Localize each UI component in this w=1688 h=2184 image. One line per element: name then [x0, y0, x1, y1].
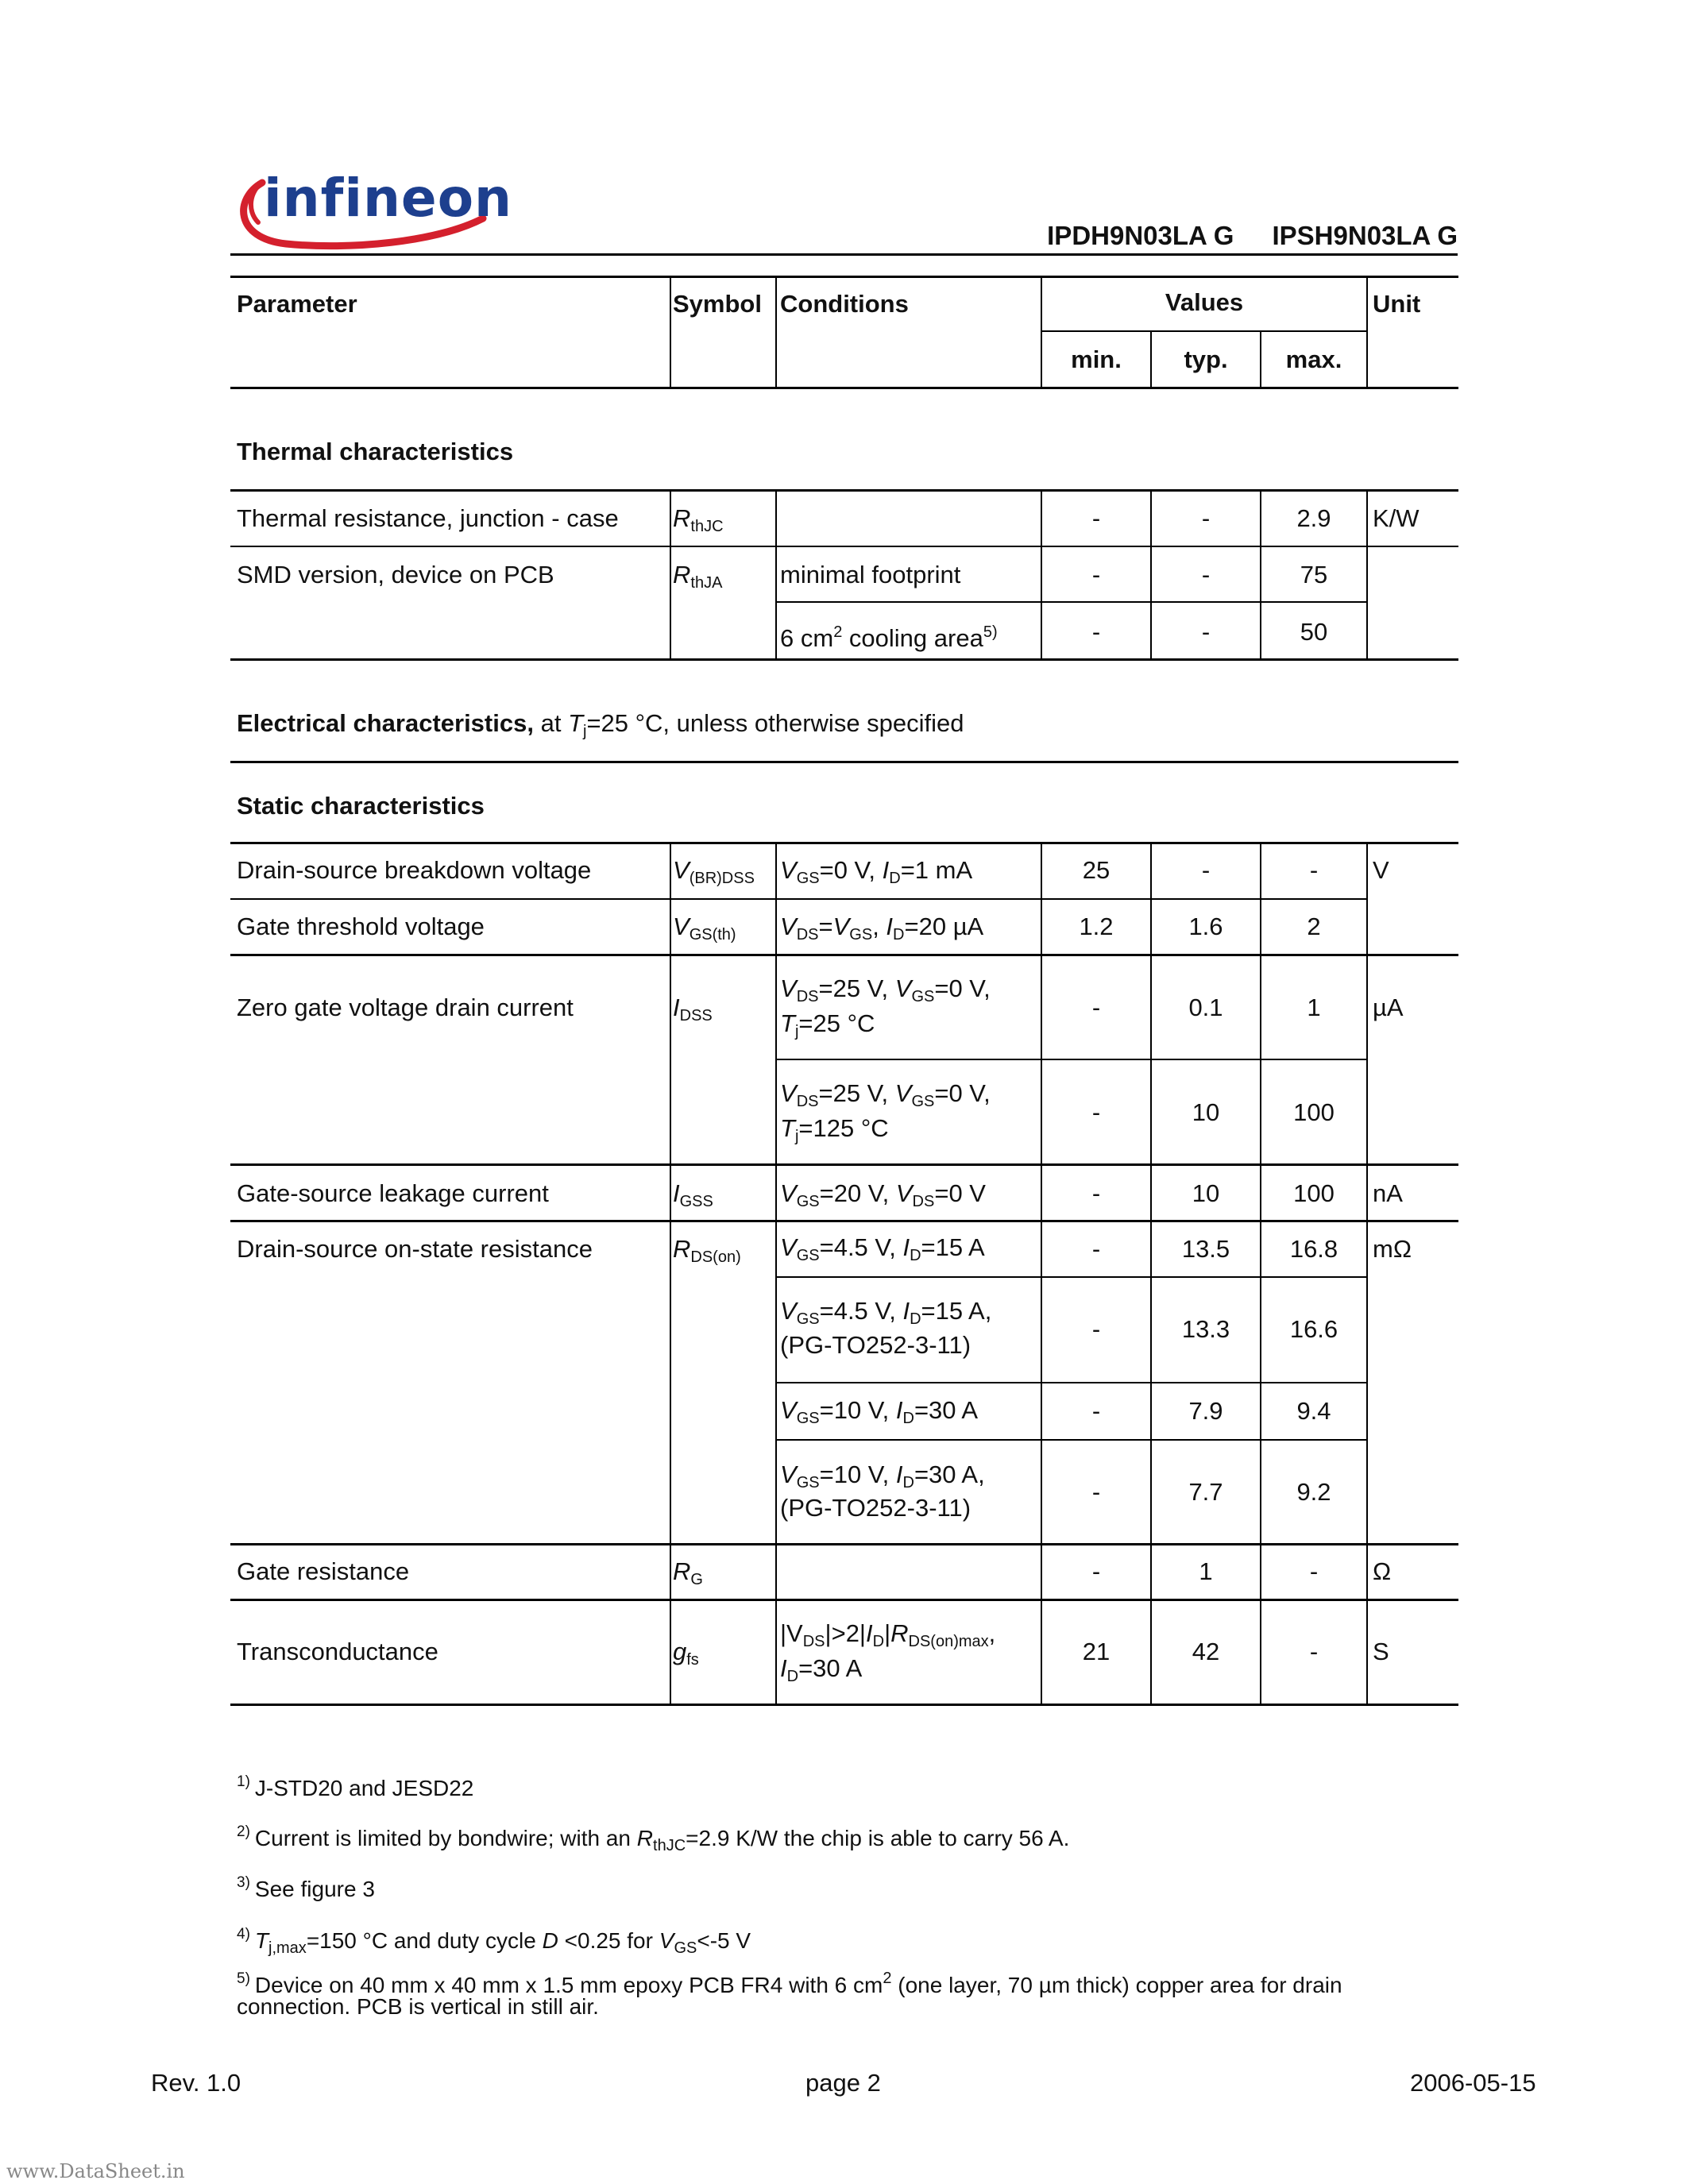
value-min: -	[1091, 504, 1101, 532]
col-divider	[775, 277, 777, 388]
cond-sub: GS	[911, 1093, 935, 1110]
value-max: 75	[1300, 561, 1328, 588]
sym-main: R	[636, 1826, 654, 1850]
cond-sub: DS(on)max	[908, 1633, 989, 1650]
rule	[775, 601, 1367, 603]
value-max: 1	[1307, 994, 1321, 1021]
sym-main: I	[673, 1179, 680, 1207]
cond-text: =1 mA	[900, 856, 973, 884]
footnote-4	[237, 1920, 751, 1962]
sym-main: T	[254, 1928, 269, 1953]
rule	[775, 1382, 1367, 1383]
part-number-1: IPDH9N03LA G	[1047, 221, 1234, 250]
watermark: www.DataSheet.in	[6, 2160, 185, 2182]
condition	[780, 1231, 985, 1272]
value-typ: -	[1201, 618, 1211, 646]
cond-sym: I	[865, 1619, 873, 1647]
cond-sym: V	[894, 1079, 912, 1107]
sym-main: R	[673, 1557, 691, 1585]
value-min: 1.2	[1079, 913, 1114, 940]
sym-sub: thJC	[653, 1837, 686, 1854]
cond-sym: I	[882, 856, 890, 884]
value-max: 100	[1293, 1098, 1335, 1126]
cond-sub: DS	[796, 926, 819, 943]
cond-text: |	[884, 1619, 891, 1647]
condition	[780, 1177, 986, 1218]
cond-sub: D	[889, 870, 901, 887]
cond-sub: D	[910, 1247, 921, 1264]
cond-sym: I	[902, 1233, 910, 1261]
rule	[230, 1599, 1458, 1601]
param-name: Thermal resistance, junction - case	[237, 504, 619, 532]
col-divider	[775, 491, 777, 660]
cond-text: =20 µA	[904, 913, 984, 940]
cond-text: cooling area	[842, 624, 983, 652]
param-name: Gate-source leakage current	[237, 1179, 549, 1207]
value-typ: -	[1201, 561, 1211, 588]
symbol	[673, 854, 755, 895]
header-symbol: Symbol	[673, 290, 762, 318]
footnote-ref: 5)	[983, 623, 998, 641]
cond-text: ,	[988, 1619, 996, 1647]
cond-sym: T	[780, 1114, 795, 1142]
sym-main: D	[542, 1928, 558, 1953]
symbol	[673, 1233, 741, 1274]
cond-text: =25 V,	[818, 974, 895, 1002]
footnote-text: See figure 3	[254, 1877, 375, 1901]
cond-sub: j	[794, 1023, 799, 1040]
value-typ: 13.3	[1181, 1315, 1230, 1343]
footnote-2	[237, 1818, 1069, 1860]
cond-sym: V	[780, 1396, 797, 1424]
cond-sym: V	[780, 1297, 797, 1325]
cond-text: =	[818, 913, 833, 940]
cond-text: =0 V,	[934, 1079, 991, 1107]
value-max: 2.9	[1296, 504, 1331, 532]
rule	[230, 761, 1458, 763]
sym-main: I	[673, 994, 680, 1021]
rule	[230, 1163, 1458, 1166]
footnote-text: J-STD20 and JESD22	[254, 1776, 474, 1800]
symbol	[673, 910, 736, 951]
sym-main: T	[568, 709, 583, 737]
cond-text: =0 V,	[819, 856, 883, 884]
rule	[230, 658, 1458, 661]
value-max: -	[1309, 1557, 1319, 1585]
footnote-sup: 2	[883, 1970, 892, 1987]
footnote-number: 5)	[237, 1970, 250, 1987]
sym-sub: j	[583, 723, 587, 740]
cond-sub: D	[786, 1668, 799, 1685]
value-min: -	[1091, 561, 1101, 588]
cond-text: =10 V,	[819, 1461, 896, 1488]
col-divider	[775, 843, 777, 1705]
footer-revision: Rev. 1.0	[151, 2069, 241, 2097]
value-max: 50	[1300, 618, 1328, 646]
value-typ: 1	[1199, 1557, 1213, 1585]
sym-main: R	[673, 561, 691, 588]
part-numbers	[1009, 221, 1458, 251]
symbol	[673, 991, 713, 1032]
cond-sym: V	[780, 913, 797, 940]
rule	[230, 842, 1458, 844]
footnote-text: (one layer, 70 µm thick) copper area for drain	[891, 1973, 1342, 1997]
value-max: 9.2	[1296, 1478, 1331, 1506]
value-typ: -	[1201, 504, 1211, 532]
cond-text: =125 °C	[798, 1114, 889, 1142]
cond-text: =20 V,	[819, 1179, 896, 1207]
value-max: 16.6	[1289, 1315, 1338, 1343]
sym-sub: j,max	[268, 1939, 307, 1957]
section-electrical	[237, 707, 964, 748]
cond-sub: GS	[796, 1410, 820, 1427]
condition-line2	[780, 1007, 875, 1048]
param-name: Drain-source breakdown voltage	[237, 856, 592, 884]
cond-sym: V	[895, 1179, 913, 1207]
cond-sub: GS	[911, 988, 935, 1005]
value-typ: 10	[1192, 1179, 1220, 1207]
condition-line2: (PG-TO252-3-11)	[780, 1494, 971, 1522]
cond-sym: I	[895, 1461, 903, 1488]
cond-text: =0 V	[934, 1179, 986, 1207]
value-typ: 42	[1192, 1638, 1220, 1665]
header-unit: Unit	[1373, 290, 1421, 318]
cond-text: =15 A	[921, 1233, 985, 1261]
value-typ: -	[1201, 856, 1211, 884]
header-values: Values	[1165, 288, 1244, 316]
cond-text: =30 A,	[914, 1461, 985, 1488]
footnote-number: 3)	[237, 1874, 250, 1891]
condition-line2	[780, 1652, 862, 1693]
footnote-text: =150 °C and duty cycle	[306, 1928, 543, 1953]
cond-sym: I	[780, 1654, 787, 1682]
cond-text: 6 cm	[780, 624, 834, 652]
header-rule	[230, 253, 1458, 256]
rule	[1041, 330, 1367, 332]
sym-main: V	[659, 1928, 674, 1953]
condition-line2: (PG-TO252-3-11)	[780, 1331, 971, 1359]
value-min: -	[1091, 1179, 1101, 1207]
unit: µA	[1373, 994, 1404, 1021]
unit: mΩ	[1373, 1235, 1412, 1263]
cond-sub: j	[794, 1128, 799, 1145]
cond-sub: DS	[796, 988, 819, 1005]
sym-sub: DS(on)	[690, 1248, 741, 1266]
footnote-5-line2: connection. PCB is vertical in still air.	[237, 1994, 599, 2019]
rule	[230, 276, 1458, 278]
param-name: Gate resistance	[237, 1557, 410, 1585]
rule	[775, 1059, 1367, 1060]
sym-sub: thJC	[690, 518, 724, 535]
rule	[230, 1543, 1458, 1545]
cond-sym: I	[902, 1297, 910, 1325]
rule	[230, 1704, 1458, 1706]
cond-sym: I	[886, 913, 894, 940]
cond-sym: V	[780, 856, 797, 884]
cond-sym: I	[895, 1396, 903, 1424]
condition: minimal footprint	[780, 561, 961, 588]
symbol	[673, 1555, 703, 1596]
unit: Ω	[1373, 1557, 1392, 1585]
footnote-text: Current is limited by bondwire; with an	[254, 1826, 637, 1850]
sym-main: R	[673, 1235, 691, 1263]
value-max: 100	[1293, 1179, 1335, 1207]
header-typ: typ.	[1184, 345, 1228, 373]
cond-sym: R	[890, 1619, 909, 1647]
value-min: -	[1091, 1397, 1101, 1425]
cond-text: ,	[872, 913, 886, 940]
footer-page: page 2	[805, 2069, 881, 2097]
rule	[230, 954, 1458, 956]
rule	[230, 1220, 1458, 1222]
cond-text: =4.5 V,	[819, 1233, 903, 1261]
sym-sub: thJA	[690, 574, 723, 592]
cond-sym: V	[780, 1079, 797, 1107]
value-typ: 7.7	[1188, 1478, 1223, 1506]
sym-sub: G	[690, 1571, 703, 1588]
unit: V	[1373, 856, 1389, 884]
symbol	[673, 1177, 713, 1218]
cond-sym: V	[894, 974, 912, 1002]
value-typ: 13.5	[1181, 1235, 1230, 1263]
sym-main: V	[673, 913, 689, 940]
cond-text: =10 V,	[819, 1396, 896, 1424]
value-typ: 7.9	[1188, 1397, 1223, 1425]
col-divider	[670, 277, 671, 388]
col-divider	[670, 491, 671, 660]
symbol	[673, 502, 724, 543]
cond-sub: D	[902, 1474, 914, 1491]
infineon-logo	[230, 155, 513, 262]
value-min: -	[1091, 994, 1101, 1021]
cond-sub: D	[893, 926, 905, 943]
cond-sub: GS	[796, 1193, 820, 1210]
param-name: Transconductance	[237, 1638, 438, 1665]
footnote-text: <0.25 for	[558, 1928, 659, 1953]
cond-sub: D	[872, 1633, 885, 1650]
unit: K/W	[1373, 504, 1420, 532]
cond-sub: GS	[796, 870, 820, 887]
sym-main: g	[673, 1638, 687, 1665]
value-min: -	[1091, 1315, 1101, 1343]
cond-text: =30 A	[914, 1396, 979, 1424]
footnote-text: <-5 V	[697, 1928, 751, 1953]
header-min: min.	[1071, 345, 1122, 373]
value-max: 2	[1307, 913, 1321, 940]
value-min: -	[1091, 1235, 1101, 1263]
footnote-number: 2)	[237, 1823, 250, 1840]
part-number-2: IPSH9N03LA G	[1272, 221, 1458, 250]
cond-sub: D	[902, 1410, 914, 1427]
cond-sub: GS	[849, 926, 873, 943]
value-min: 25	[1082, 856, 1111, 884]
cond-sym: V	[780, 974, 797, 1002]
cond-sub: DS	[912, 1193, 935, 1210]
rule	[230, 546, 1458, 547]
rule	[775, 1276, 1367, 1278]
text: =25 °C, unless otherwise specified	[586, 709, 964, 737]
footnote-1	[237, 1768, 473, 1803]
section-electrical-bold: Electrical characteristics,	[237, 709, 534, 737]
footnote-3	[237, 1869, 375, 1904]
value-typ: 0.1	[1188, 994, 1223, 1021]
value-min: -	[1091, 618, 1101, 646]
section-thermal: Thermal characteristics	[237, 438, 514, 465]
cond-sym: T	[780, 1009, 795, 1037]
cond-sym: V	[780, 1461, 797, 1488]
cond-text: =25 V,	[818, 1079, 895, 1107]
symbol	[673, 1635, 699, 1677]
value-typ: 1.6	[1188, 913, 1223, 940]
value-max: 16.8	[1289, 1235, 1338, 1263]
value-min: -	[1091, 1098, 1101, 1126]
footnote-number: 1)	[237, 1773, 250, 1790]
cond-text: =15 A,	[921, 1297, 992, 1325]
value-min: 21	[1082, 1638, 1111, 1665]
cond-sym: V	[780, 1179, 797, 1207]
cond-text: |>2|	[825, 1619, 866, 1647]
cond-text: =4.5 V,	[819, 1297, 903, 1325]
cond-sub: GS	[796, 1310, 820, 1328]
cond-sub: D	[910, 1310, 921, 1328]
value-max: -	[1309, 856, 1319, 884]
sym-sub: (BR)DSS	[689, 870, 755, 887]
cond-text: =0 V,	[934, 974, 991, 1002]
footnote-text: =2.9 K/W the chip is able to carry 56 A.	[686, 1826, 1070, 1850]
unit: S	[1373, 1638, 1389, 1665]
value-typ: 10	[1192, 1098, 1220, 1126]
param-name: Gate threshold voltage	[237, 913, 485, 940]
header-conditions: Conditions	[780, 290, 909, 318]
condition-line2	[780, 1112, 889, 1153]
cond-sup: 2	[833, 623, 843, 641]
cond-sub: DS	[796, 1093, 819, 1110]
sym-sub: GS	[674, 1939, 697, 1957]
param-name: Drain-source on-state resistance	[237, 1235, 593, 1263]
symbol	[673, 558, 722, 600]
text: at	[540, 709, 562, 737]
value-max: 9.4	[1296, 1397, 1331, 1425]
footnote-text: Device on 40 mm x 40 mm x 1.5 mm epoxy PCB FR4 with 6 cm	[254, 1973, 883, 1997]
unit: nA	[1373, 1179, 1403, 1207]
value-max: -	[1309, 1638, 1319, 1665]
cond-sub: DS	[802, 1633, 825, 1650]
cond-text: |V	[780, 1619, 803, 1647]
sym-sub: DSS	[679, 1007, 713, 1024]
section-static: Static characteristics	[237, 792, 485, 820]
footer-date: 2006-05-15	[1410, 2069, 1536, 2097]
cond-sub: GS	[796, 1474, 820, 1491]
rule	[230, 387, 1458, 389]
rule	[230, 898, 1367, 900]
param-name: Zero gate voltage drain current	[237, 994, 574, 1021]
logo-wordmark: infineon	[264, 168, 513, 229]
header-parameter: Parameter	[237, 290, 357, 318]
condition	[780, 910, 983, 951]
condition	[780, 1394, 978, 1435]
col-divider	[670, 843, 671, 1705]
sym-sub: fs	[686, 1651, 699, 1669]
rule	[230, 489, 1458, 492]
footnote-number: 4)	[237, 1926, 250, 1943]
cond-sym: V	[832, 913, 850, 940]
value-min: -	[1091, 1557, 1101, 1585]
sym-main: R	[673, 504, 691, 532]
cond-sub: GS	[796, 1247, 820, 1264]
sym-main: V	[673, 856, 689, 884]
sym-sub: GS(th)	[689, 926, 736, 943]
condition	[780, 615, 998, 655]
cond-text: =30 A	[798, 1654, 863, 1682]
value-min: -	[1091, 1478, 1101, 1506]
sym-sub: GSS	[679, 1193, 713, 1210]
cond-text: =25 °C	[798, 1009, 875, 1037]
cond-sym: V	[780, 1233, 797, 1261]
param-name: SMD version, device on PCB	[237, 561, 554, 588]
rule	[775, 1439, 1367, 1441]
header-max: max.	[1285, 345, 1342, 373]
condition	[780, 854, 972, 895]
